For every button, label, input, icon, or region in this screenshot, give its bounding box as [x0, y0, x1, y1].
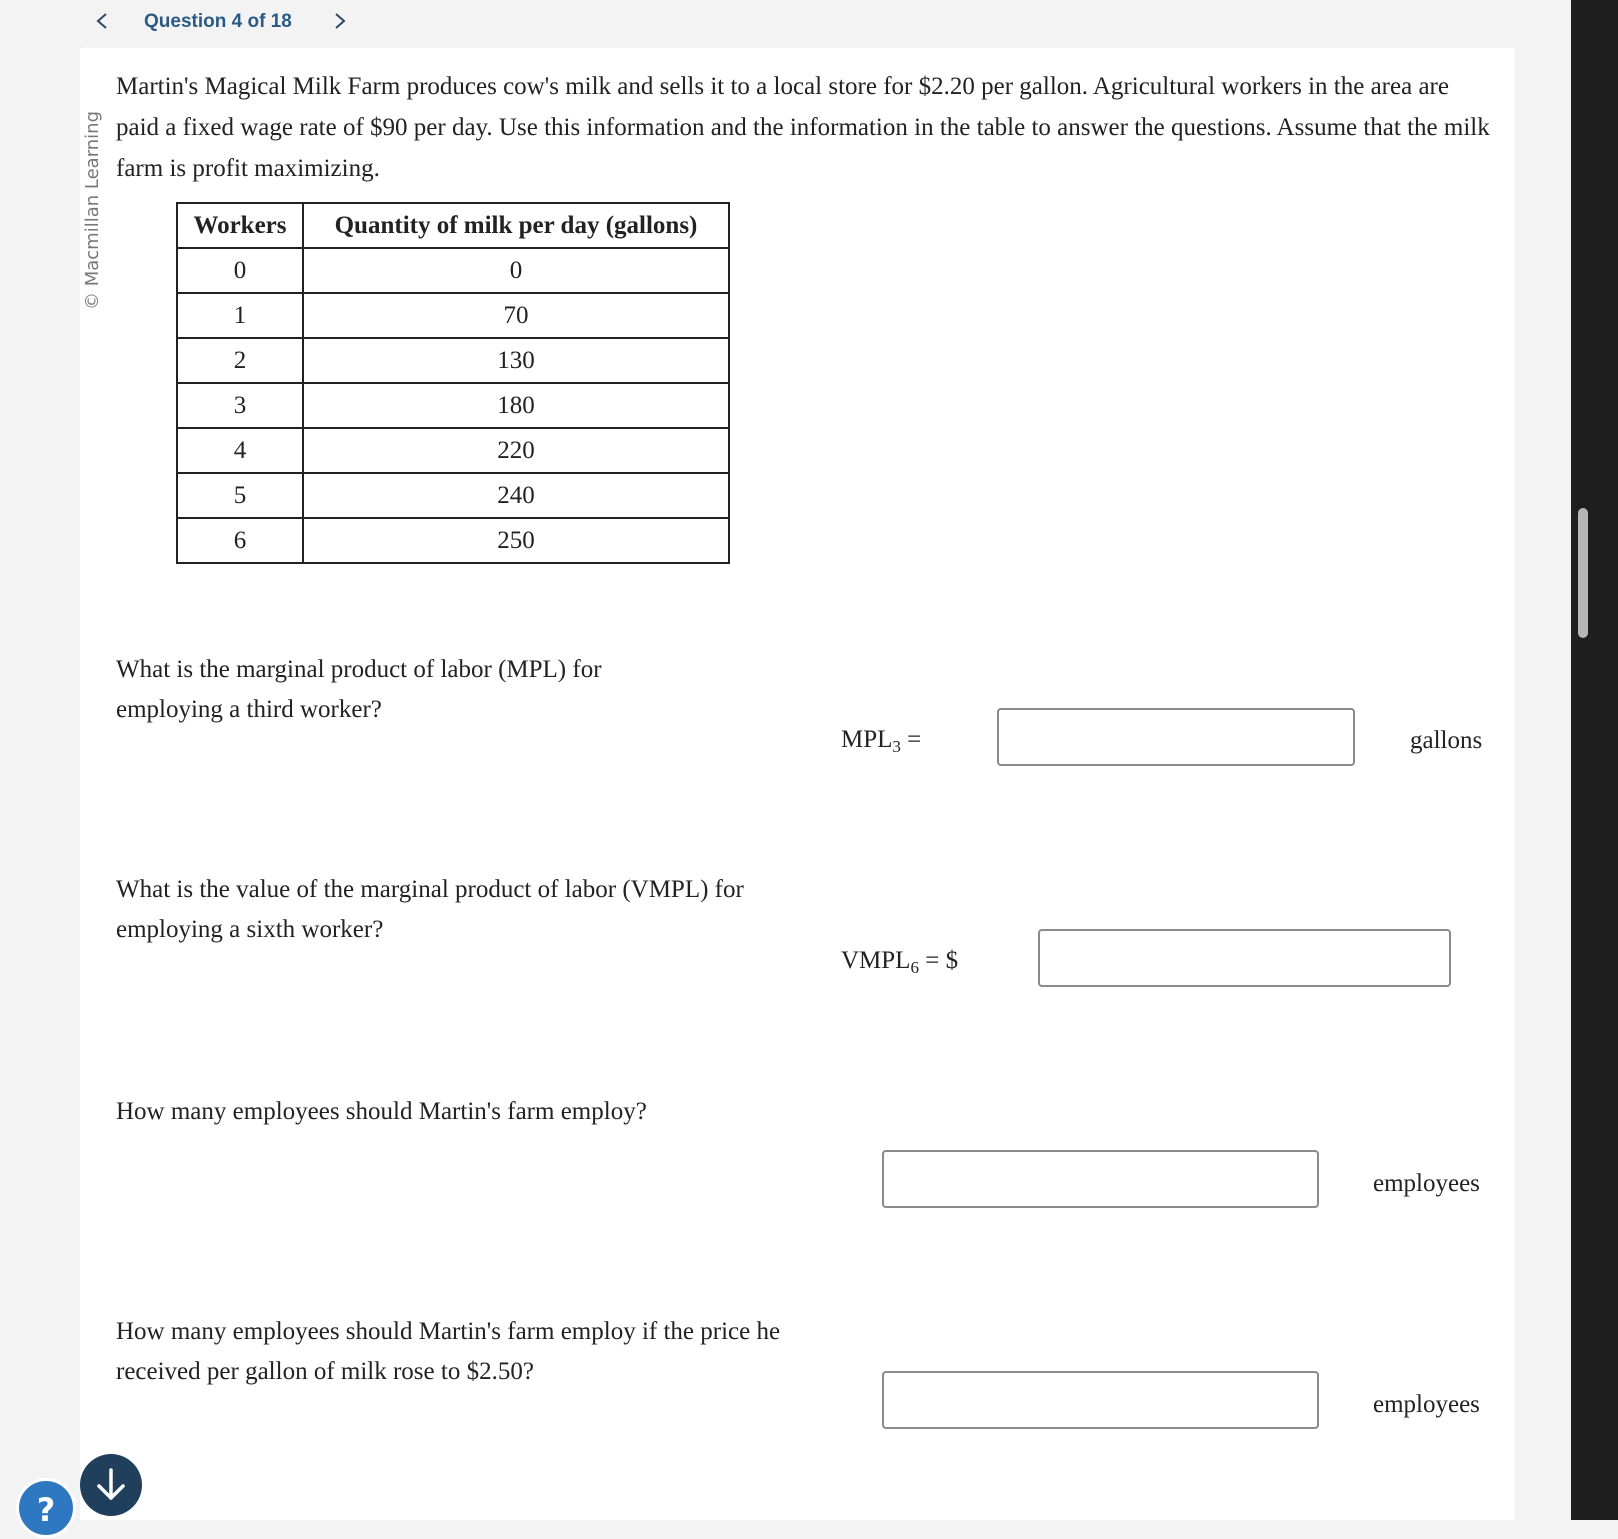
vmpl6-label-equals: = $ — [918, 947, 959, 974]
left-gutter — [0, 0, 81, 1520]
chevron-right-icon — [330, 6, 350, 36]
vmpl6-label — [841, 947, 958, 978]
production-table — [176, 202, 730, 564]
chevron-left-icon — [92, 6, 112, 36]
employees-at-higher-price-unit-label: employees — [1373, 1391, 1480, 1418]
table-cell-workers: 5 — [177, 473, 303, 518]
table-cell-quantity: 240 — [303, 473, 729, 518]
table-cell-workers: 2 — [177, 338, 303, 383]
column-header-workers: Workers — [177, 203, 303, 248]
table-row — [177, 428, 729, 473]
mpl3-label-equals: = — [900, 726, 922, 753]
employees-answer-input[interactable] — [882, 1150, 1319, 1208]
scroll-down-button[interactable] — [80, 1454, 142, 1516]
vmpl6-label-subscript: 6 — [910, 958, 919, 977]
column-header-quantity: Quantity of milk per day (gallons) — [303, 203, 729, 248]
mpl3-label-subscript: 3 — [892, 737, 901, 756]
table-row — [177, 293, 729, 338]
scrollbar-thumb[interactable] — [1578, 508, 1588, 638]
mpl3-unit-label: gallons — [1410, 727, 1483, 754]
table-cell-quantity: 130 — [303, 338, 729, 383]
table-cell-quantity: 70 — [303, 293, 729, 338]
table-cell-workers: 4 — [177, 428, 303, 473]
question-4-text: How many employees should Martin's farm employ if the price he received per gallon of milk rose to $2.50? — [116, 1318, 781, 1385]
mpl3-label — [841, 726, 921, 757]
problem-intro: Martin's Magical Milk Farm produces cow's milk and sells it to a local store for $2.20 per gallon. Agricultural workers in the area are paid a fixed wage rate of $90 per day. Use this information and the information in the table to answer the questions. Assume that the milk farm is profit maximizing. — [116, 73, 1490, 182]
table-row — [177, 473, 729, 518]
table-cell-workers: 6 — [177, 518, 303, 563]
table-cell-quantity: 220 — [303, 428, 729, 473]
table-row — [177, 518, 729, 563]
question-counter[interactable]: Question 4 of 18 — [144, 11, 292, 32]
scrollbar-track[interactable] — [1571, 0, 1618, 1520]
question-2-text: What is the value of the marginal product of labor (VMPL) for employing a sixth worker? — [116, 876, 744, 943]
table-cell-workers: 0 — [177, 248, 303, 293]
question-1-text: What is the marginal product of labor (MPL) for employing a third worker? — [116, 656, 602, 723]
employees-at-higher-price-answer-input[interactable] — [882, 1371, 1319, 1429]
vmpl6-answer-input[interactable] — [1038, 929, 1451, 987]
question-3-text: How many employees should Martin's farm employ? — [116, 1098, 647, 1125]
help-button[interactable] — [16, 1478, 76, 1538]
previous-question-button[interactable] — [92, 6, 112, 43]
table-cell-workers: 1 — [177, 293, 303, 338]
mpl3-label-main: MPL — [841, 726, 893, 753]
vmpl6-label-main: VMPL — [841, 947, 911, 974]
table-row — [177, 248, 729, 293]
table-cell-quantity: 180 — [303, 383, 729, 428]
question-mark-icon: ? — [36, 1491, 56, 1529]
copyright-notice: © Macmillan Learning — [82, 110, 103, 310]
table-cell-quantity: 0 — [303, 248, 729, 293]
table-row — [177, 383, 729, 428]
arrow-down-icon — [80, 1454, 142, 1516]
table-header-row — [177, 203, 729, 248]
table-cell-workers: 3 — [177, 383, 303, 428]
table-row — [177, 338, 729, 383]
table-cell-quantity: 250 — [303, 518, 729, 563]
employees-unit-label: employees — [1373, 1170, 1480, 1197]
next-question-button[interactable] — [330, 6, 350, 43]
mpl3-answer-input[interactable] — [997, 708, 1355, 766]
question-nav-bar — [80, 0, 1570, 46]
